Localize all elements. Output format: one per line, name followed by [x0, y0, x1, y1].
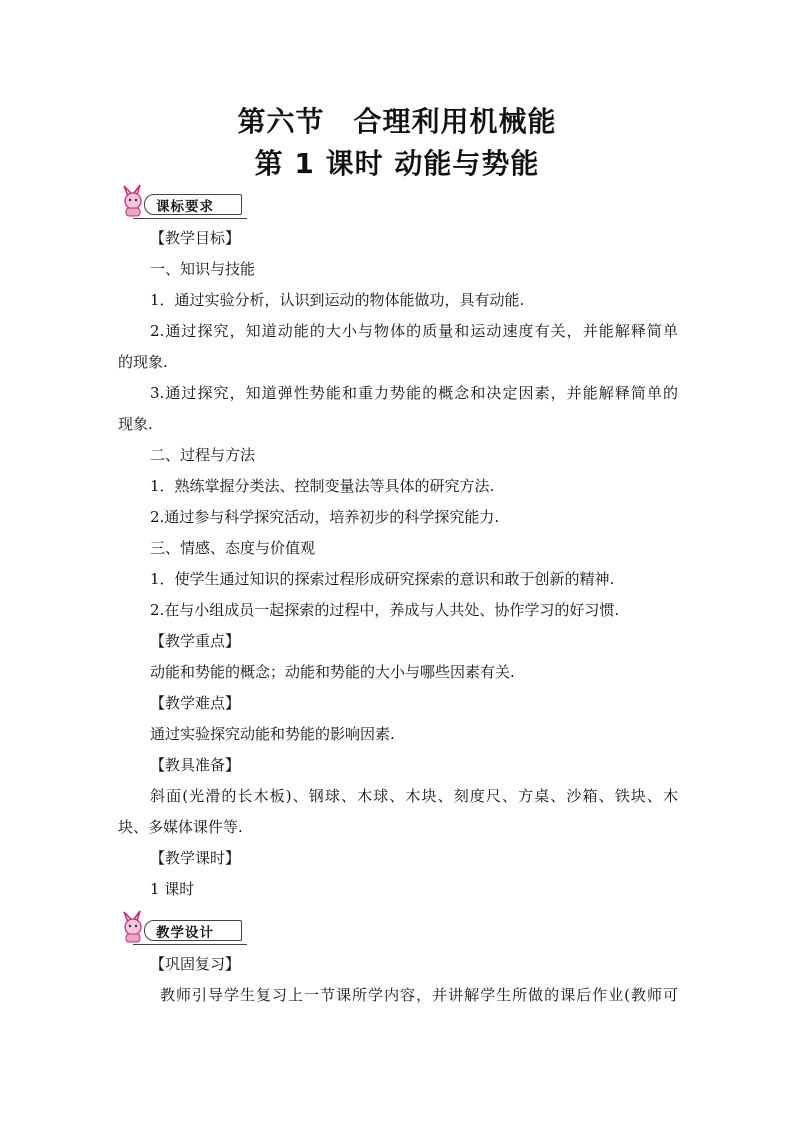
teaching-goal-heading: 【教学目标】	[150, 229, 241, 247]
tools-text-cont: 块、多媒体课件等.	[118, 818, 243, 836]
tools-heading: 【教具准备】	[150, 756, 241, 774]
process-heading: 二、过程与方法	[150, 446, 256, 464]
emotion-item-1: 1．使学生通过知识的探索过程形成研究探索的意识和敢于创新的精神.	[150, 570, 615, 588]
page-title: 第六节 合理利用机械能	[237, 105, 557, 138]
difficulty-heading: 【教学难点】	[150, 694, 241, 712]
knowledge-item-2: 2.通过探究，知道动能的大小与物体的质量和运动速度有关，并能解释简单	[150, 322, 678, 340]
review-text: 教师引导学生复习上一节课所学内容，并讲解学生所做的课后作业(教师可	[160, 986, 678, 1004]
knowledge-item-1: 1．通过实验分析，认识到运动的物体能做功，具有动能.	[150, 291, 525, 309]
process-item-1: 1．熟练掌握分类法、控制变量法等具体的研究方法.	[150, 477, 495, 495]
period-text: 1 课时	[150, 880, 195, 898]
key-points-text: 动能和势能的概念；动能和势能的大小与哪些因素有关.	[150, 663, 515, 681]
knowledge-item-3: 3.通过探究，知道弹性势能和重力势能的概念和决定因素，并能解释简单的	[150, 384, 678, 402]
difficulty-text: 通过实验探究动能和势能的影响因素.	[150, 725, 395, 743]
key-points-heading: 【教学重点】	[150, 632, 241, 650]
emotion-item-2: 2.在与小组成员一起探索的过程中，养成与人共处、协作学习的好习惯.	[150, 601, 620, 619]
knowledge-heading: 一、知识与技能	[150, 260, 256, 278]
process-item-2: 2.通过参与科学探究活动，培养初步的科学探究能力.	[150, 508, 500, 526]
badge-label: 教学设计	[156, 925, 214, 941]
knowledge-item-3-cont: 现象.	[118, 415, 153, 433]
review-heading: 【巩固复习】	[150, 955, 241, 973]
emotion-heading: 三、情感、态度与价值观	[150, 539, 316, 557]
section-badge-design	[118, 910, 242, 946]
period-heading: 【教学课时】	[150, 849, 241, 867]
tools-text: 斜面(光滑的长木板)、钢球、木球、木块、刻度尺、方桌、沙箱、铁块、木	[150, 787, 678, 805]
knowledge-item-2-cont: 的现象.	[118, 353, 168, 371]
lesson-subtitle: 第 1 课时 动能与势能	[254, 147, 540, 180]
section-badge-standard	[118, 184, 242, 220]
badge-label: 课标要求	[156, 199, 214, 215]
